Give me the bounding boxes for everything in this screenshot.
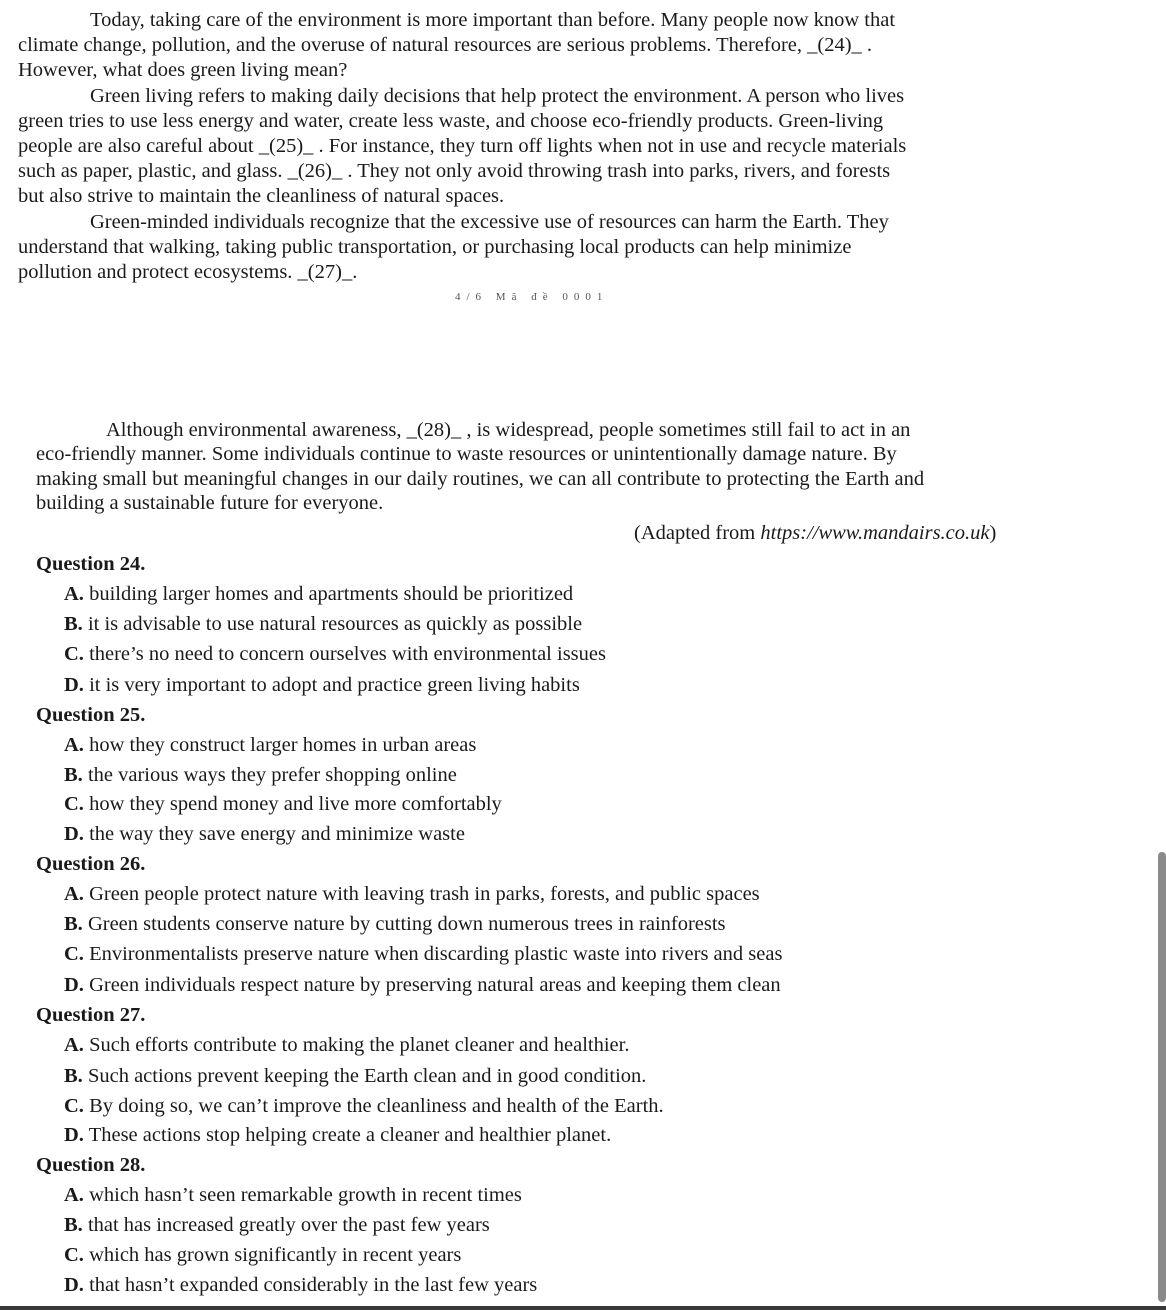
option-letter: B. (64, 913, 83, 935)
option-text: Such efforts contribute to making the planet cleaner and healthier. (83, 1034, 630, 1056)
option-text: By doing so, we can’t improve the cleanliness and health of the Earth. (83, 1095, 664, 1117)
page-footer-remnant: 4/6 Mã đề 0001 (455, 292, 609, 302)
option-letter: B. (64, 1214, 83, 1236)
option-text: Environmentalists preserve nature when discarding plastic waste into rivers and seas (83, 943, 783, 965)
passage-p3-line-1: Green-minded individuals recognize that the excessive use of resources can harm the Earth. They (90, 211, 889, 233)
question-25-option-a[interactable] (64, 733, 476, 757)
question-25-title: Question 25. (36, 704, 146, 726)
option-letter: A. (64, 734, 84, 756)
question-27-option-d[interactable] (64, 1123, 611, 1147)
option-text: that has increased greatly over the past few years (82, 1214, 490, 1236)
option-text: Such actions prevent keeping the Earth clean and in good condition. (82, 1065, 647, 1087)
option-text: how they spend money and live more comfortably (83, 793, 502, 815)
option-text: These actions stop helping create a cleaner and healthier planet. (83, 1124, 612, 1146)
question-24-option-c[interactable] (64, 642, 606, 666)
option-letter: A. (64, 583, 84, 605)
option-letter: B. (64, 1065, 83, 1087)
option-letter: B. (64, 613, 83, 635)
question-28-option-d[interactable] (64, 1273, 537, 1297)
source-suffix: ) (989, 522, 997, 544)
question-26-option-b[interactable] (64, 912, 726, 936)
question-28-option-a[interactable] (64, 1183, 522, 1207)
passage-p2-line-1: Green living refers to making daily decisions that help protect the environment. A person who lives (90, 85, 905, 107)
option-letter: B. (64, 764, 83, 786)
question-28-title: Question 28. (36, 1154, 146, 1176)
option-text: that hasn’t expanded considerably in the last few years (83, 1274, 538, 1296)
option-letter: C. (64, 1244, 84, 1266)
passage-p4-line-2: eco-friendly manner. Some individuals continue to waste resources or unintentionally damage nature. By (36, 443, 897, 465)
option-text: building larger homes and apartments should be prioritized (83, 583, 574, 605)
option-letter: C. (64, 643, 84, 665)
question-28-option-c[interactable] (64, 1243, 461, 1267)
option-text: it is very important to adopt and practice green living habits (83, 674, 580, 696)
passage-p1-line-2: climate change, pollution, and the overuse of natural resources are serious problems. Therefore, _(24)_ . (18, 34, 873, 56)
option-letter: A. (64, 1034, 84, 1056)
question-27-option-b[interactable] (64, 1064, 646, 1088)
question-25-option-d[interactable] (64, 822, 465, 846)
question-26-option-d[interactable] (64, 973, 781, 997)
option-text: the various ways they prefer shopping online (82, 764, 457, 786)
question-24-title: Question 24. (36, 553, 146, 575)
vertical-scrollbar[interactable] (1158, 852, 1166, 1302)
passage-p2-line-3: people are also careful about _(25)_ . For instance, they turn off lights when not in use and recycle materials (18, 135, 907, 157)
option-letter: C. (64, 1095, 84, 1117)
passage-p4-line-3: making small but meaningful changes in our daily routines, we can all contribute to protecting the Earth and (36, 468, 925, 490)
passage-p2-line-5: but also strive to maintain the cleanliness of natural spaces. (18, 185, 505, 207)
option-letter: A. (64, 883, 84, 905)
question-27-option-a[interactable] (64, 1033, 629, 1057)
passage-p1-line-3: However, what does green living mean? (18, 59, 348, 81)
question-25-option-c[interactable] (64, 792, 502, 816)
option-letter: C. (64, 943, 84, 965)
option-letter: D. (64, 823, 84, 845)
question-24-option-d[interactable] (64, 673, 580, 697)
question-24-option-a[interactable] (64, 582, 573, 606)
passage-p3-line-3: pollution and protect ecosystems. _(27)_. (18, 261, 358, 283)
option-letter: A. (64, 1184, 84, 1206)
option-text: Green individuals respect nature by preserving natural areas and keeping them clean (83, 974, 781, 996)
source-url: https://www.mandairs.co.uk (760, 522, 990, 544)
passage-p3-line-2: understand that walking, taking public transportation, or purchasing local products can help minimize (18, 236, 852, 258)
question-26-option-a[interactable] (64, 882, 760, 906)
passage-p4-line-4: building a sustainable future for everyone. (36, 492, 384, 514)
question-25-option-b[interactable] (64, 763, 457, 787)
passage-p2-line-2: green tries to use less energy and water, create less waste, and choose eco-friendly products. Green-living (18, 110, 884, 132)
option-text: how they construct larger homes in urban areas (83, 734, 477, 756)
option-letter: C. (64, 793, 84, 815)
option-text: Green students conserve nature by cutting down numerous trees in rainforests (82, 913, 726, 935)
question-27-option-c[interactable] (64, 1094, 664, 1118)
question-26-option-c[interactable] (64, 942, 782, 966)
option-text: it is advisable to use natural resources as quickly as possible (82, 613, 583, 635)
question-24-option-b[interactable] (64, 612, 582, 636)
option-text: the way they save energy and minimize waste (83, 823, 465, 845)
option-letter: D. (64, 1274, 84, 1296)
option-text: Green people protect nature with leaving trash in parks, forests, and public spaces (83, 883, 760, 905)
bottom-divider (0, 1306, 1166, 1310)
passage-p1-line-1: Today, taking care of the environment is more important than before. Many people now know that (90, 9, 896, 31)
passage-p2-line-4: such as paper, plastic, and glass. _(26)_ . They not only avoid throwing trash into parks, rivers, and forests (18, 160, 891, 182)
question-28-option-b[interactable] (64, 1213, 490, 1237)
option-text: which has grown significantly in recent years (83, 1244, 462, 1266)
question-27-title: Question 27. (36, 1004, 146, 1026)
source-citation (634, 521, 996, 545)
option-letter: D. (64, 674, 84, 696)
source-prefix: (Adapted from (634, 522, 761, 544)
option-letter: D. (64, 974, 84, 996)
option-letter: D. (64, 1124, 84, 1146)
option-text: there’s no need to concern ourselves with environmental issues (83, 643, 606, 665)
option-text: which hasn’t seen remarkable growth in recent times (83, 1184, 522, 1206)
question-26-title: Question 26. (36, 853, 146, 875)
passage-p4-line-1: Although environmental awareness, _(28)_ , is widespread, people sometimes still fail to act in an (106, 419, 911, 441)
